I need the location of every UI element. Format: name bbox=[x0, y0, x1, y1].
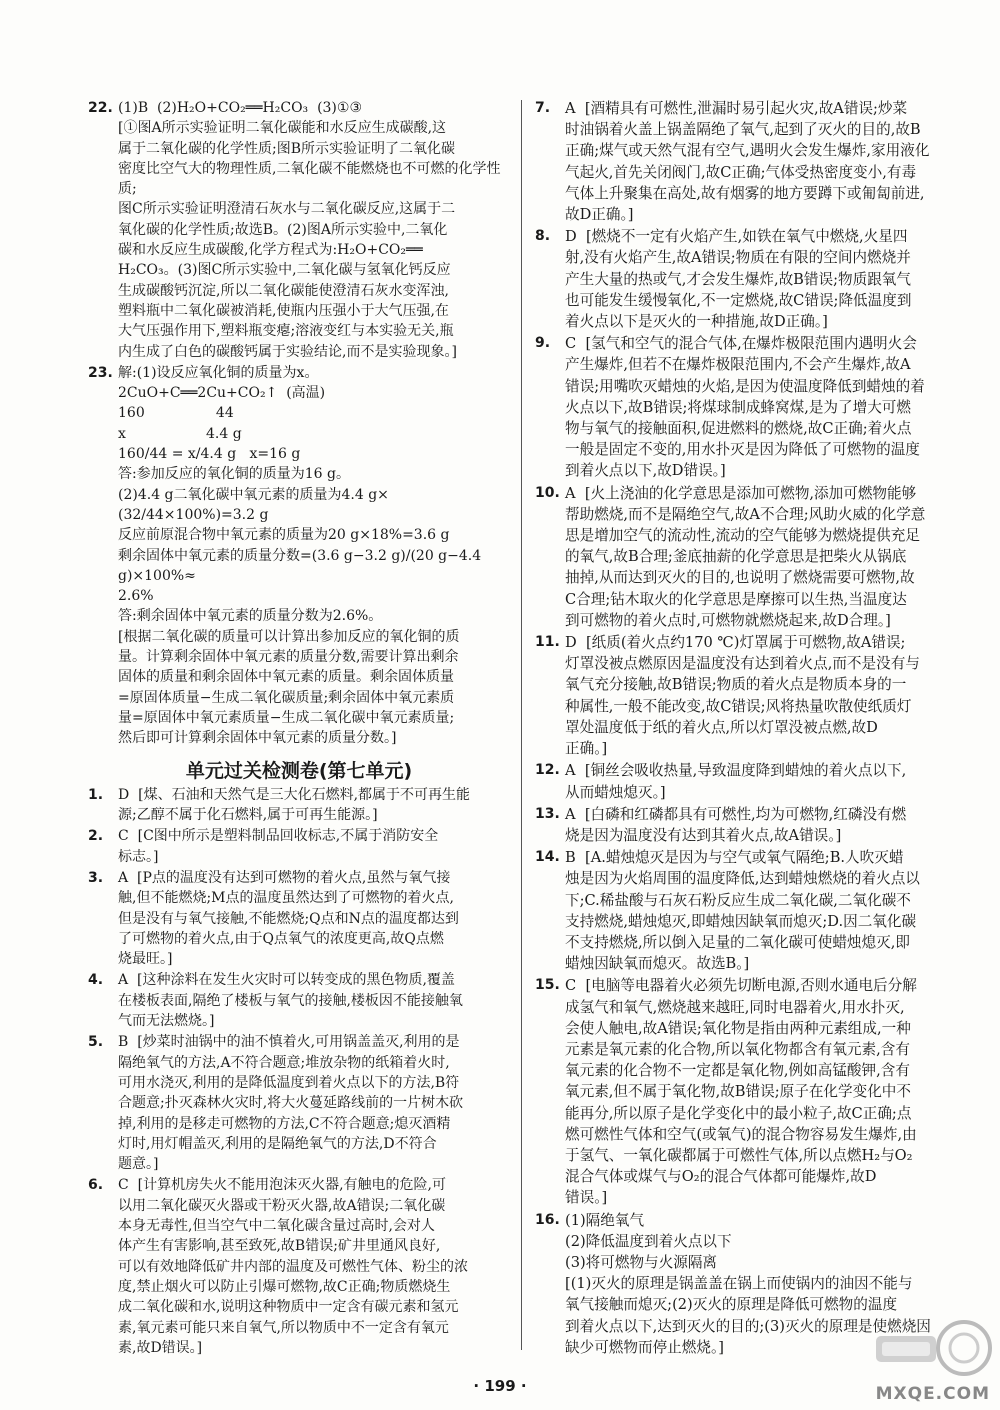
right-column bbox=[535, 98, 955, 1359]
answer-line: C合理;钻木取火的化学意思是摩擦可以生热,当温度达 bbox=[565, 590, 907, 608]
answer-line: 然后即可计算剩余固体中氧元素的质量分数。] bbox=[118, 730, 397, 747]
answer-line: 隔绝氧气的方法,A不符合题意;堆放杂物的纸箱着火时, bbox=[118, 1054, 450, 1071]
answer-line: 故D正确。] bbox=[565, 206, 634, 224]
answer-line: 气起火,首先关闭阀门,故C正确;气体受热密度变小,有毒 bbox=[565, 163, 917, 181]
answer-line: 会使人触电,故A错误;氧化物是指由两种元素组成,一种 bbox=[565, 1019, 911, 1037]
answer-line: 灯罩没被点燃原因是温度没有达到着火点,而不是没有与 bbox=[565, 655, 920, 673]
watermark-site: MXQE.COM bbox=[875, 1384, 990, 1404]
answer-item bbox=[535, 975, 955, 1208]
answer-line: 罩处温度低于纸的着火点,所以灯罩没被点燃,故D bbox=[565, 718, 878, 736]
answer-line: 下;C.稀盐酸与石灰石粉反应生成二氧化碳,二氧化碳不 bbox=[565, 891, 911, 909]
section-title: 单元过关检测卷(第七单元) bbox=[185, 759, 413, 782]
answer-line: 剩余固体中氧元素的质量分数=(3.6 g−3.2 g)/(20 g−4.4 g)×100%≈ bbox=[118, 547, 486, 584]
answer-item bbox=[88, 98, 510, 362]
answer-number: 3. bbox=[88, 869, 104, 886]
answer-line: 蜡烛因缺氧而熄灭。故选B。] bbox=[565, 955, 750, 973]
answer-line: A [白磷和红磷都具有可燃性,均为可燃物,红磷没有燃 bbox=[565, 805, 907, 823]
answer-line: 度,禁止烟火可以防止引爆可燃物,故C正确;物质燃烧生 bbox=[118, 1278, 451, 1295]
answer-line: 答:剩余固体中氧元素的质量分数为2.6%。 bbox=[118, 608, 383, 625]
answer-line: 量。计算剩余固体中氧元素的质量分数,需要计算出剩余 bbox=[118, 649, 459, 666]
answer-item bbox=[535, 98, 955, 225]
answer-line: 烧最旺。] bbox=[118, 951, 173, 968]
answer-line: 到着火点以下,故D错误。] bbox=[565, 462, 726, 480]
answer-line: B [A.蜡烛熄灭是因为与空气或氧气隔绝;B.人吹灭蜡 bbox=[565, 849, 904, 867]
answer-line: 2CuO+C══2Cu+CO₂↑ (高温) bbox=[118, 385, 326, 402]
answer-line: 燃可燃性气体和空气(或氧气)的混合物容易发生爆炸,由 bbox=[565, 1125, 917, 1143]
answer-line: C [电脑等电器着火必须先切断电源,否则水通电后分解 bbox=[565, 977, 917, 995]
answer-line: 大气压强作用下,塑料瓶变瘪;溶液变红与本实验无关,瓶 bbox=[118, 323, 454, 340]
answer-line: 可用水浇灭,利用的是降低温度到着火点以下的方法,B符 bbox=[118, 1074, 460, 1091]
answer-line: 错误;用嘴吹灭蜡烛的火焰,是因为使温度降低到蜡烛的着 bbox=[565, 377, 925, 395]
answer-line: 图C所示实验证明澄清石灰水与二氧化碳反应,这属于二 bbox=[118, 201, 456, 218]
answer-number: 10. bbox=[535, 484, 560, 501]
answer-line: [根据二氧化碳的质量可以计算出参加反应的氧化铜的质 bbox=[118, 628, 460, 645]
answer-line: D [煤、石油和天然气是三大化石燃料,都属于不可再生能 bbox=[118, 786, 471, 803]
answer-line: 种属性,一般不能改变,故C错误;风将热量吹散使纸质灯 bbox=[565, 697, 912, 715]
answer-line: 支持燃烧,蜡烛熄灭,即蜡烛因缺氧而熄灭;D.因二氧化碳 bbox=[565, 912, 917, 930]
answer-line: A [这种涂料在发生火灾时可以转变成的黑色物质,覆盖 bbox=[118, 972, 455, 989]
answer-number: 1. bbox=[88, 786, 104, 803]
answer-line: (3)将可燃物与火源隔离 bbox=[565, 1253, 718, 1271]
answer-line: 于氢气、一氧化碳都属于可燃性气体,所以点燃H₂与O₂ bbox=[565, 1146, 913, 1164]
answer-number: 23. bbox=[88, 364, 113, 381]
answer-line: 气体上升聚集在高处,故有烟雾的地方要蹲下或匍匐前进, bbox=[565, 184, 925, 202]
answer-item bbox=[88, 970, 510, 1031]
answer-line: 氧化碳的化学性质;故选B。(2)图A所示实验中,二氧化 bbox=[118, 221, 448, 238]
answer-line: [①图A所示实验证明二氧化碳能和水反应生成碳酸,这 bbox=[118, 120, 447, 137]
answer-item bbox=[535, 483, 955, 631]
answer-line: 氧气接触而熄灭;(2)灭火的原理是降低可燃物的温度 bbox=[565, 1296, 898, 1314]
answer-line: A [铜丝会吸收热量,导致温度降到蜡烛的着火点以下, bbox=[565, 762, 907, 780]
answer-line: 160 44 bbox=[118, 405, 234, 422]
answer-line: 2.6% bbox=[118, 588, 154, 605]
answer-number: 14. bbox=[535, 849, 560, 866]
answer-line: 成氢气和氧气,燃烧越来越旺,同时电器着火,用水扑灭, bbox=[565, 998, 905, 1016]
answer-line: (32/44×100%)=3.2 g bbox=[118, 506, 269, 523]
answer-number: 6. bbox=[88, 1177, 104, 1194]
answer-number: 2. bbox=[88, 828, 104, 845]
answer-line: 塑料瓶中二氧化碳被消耗,使瓶内压强小于大气压强,在 bbox=[118, 302, 449, 319]
left-column bbox=[88, 98, 510, 1359]
answer-number: 4. bbox=[88, 972, 104, 989]
answer-item bbox=[535, 847, 955, 974]
answer-line: 氧元素,但不属于氧化物,故B错误;原子在化学变化中不 bbox=[565, 1083, 911, 1101]
answer-line: 成二氧化碳和水,说明这种物质中一定含有碳元素和氢元 bbox=[118, 1299, 459, 1316]
answer-line: 火点以下,故B错误;将煤球制成蜂窝煤,是为了增大可燃 bbox=[565, 398, 911, 416]
answer-number: 7. bbox=[535, 100, 551, 116]
answer-line: 160/44 = x/4.4 g x=16 g bbox=[118, 446, 301, 463]
answer-line: 掉,利用的是移走可燃物的方法,C不符合题意;熄灭酒精 bbox=[118, 1115, 451, 1132]
answer-line: 反应前原混合物中氧元素的质量为20 g×18%=3.6 g bbox=[118, 527, 450, 544]
answer-line: H₂CO₃。(3)图C所示实验中,二氧化碳与氢氧化钙反应 bbox=[118, 262, 451, 279]
answer-line: 解:(1)设反应氧化铜的质量为x。 bbox=[118, 364, 319, 381]
answer-number: 16. bbox=[535, 1211, 560, 1228]
answer-line: 以用二氧化碳灭火器或干粉灭火器,故A错误;二氧化碳 bbox=[118, 1197, 446, 1214]
answer-line: 题意。] bbox=[118, 1156, 159, 1173]
answer-line: 在楼板表面,隔绝了楼板与氧气的接触,楼板因不能接触氧 bbox=[118, 992, 463, 1009]
answer-line: 合题意;扑灭森林火灾时,将大火蔓延路线前的一片树木砍 bbox=[118, 1095, 464, 1112]
answer-line: C [计算机房失火不能用泡沫灭火器,有触电的危险,可 bbox=[118, 1177, 446, 1194]
answer-line: 的氧气,故B合理;釜底抽薪的化学意思是把柴火从锅底 bbox=[565, 548, 907, 566]
answer-line: x 4.4 g bbox=[118, 425, 242, 442]
answer-line: 碳和水反应生成碳酸,化学方程式为:H₂O+CO₂══ bbox=[118, 242, 423, 259]
answer-item bbox=[535, 804, 955, 846]
answer-line: 从而蜡烛熄灭。] bbox=[565, 783, 666, 801]
column-divider bbox=[521, 100, 522, 1350]
answer-line: 产生大量的热或气,才会发生爆炸,故B错误;物质跟氧气 bbox=[565, 270, 911, 288]
answer-item bbox=[88, 1032, 510, 1174]
answer-line: 不支持燃烧,所以倒入足量的二氧化碳可使蜡烛熄灭,即 bbox=[565, 933, 910, 951]
answer-line: [(1)灭火的原理是锅盖盖在锅上而使锅内的油因不能与 bbox=[565, 1275, 913, 1293]
answer-line: 触,但不能燃烧;M点的温度虽然达到了可燃物的着火点, bbox=[118, 890, 454, 907]
answer-line: 素,氧元素可能只来自氧气,所以物质中不一定含有氧元 bbox=[118, 1319, 449, 1336]
answer-line: D [燃烧不一定有火焰产生,如铁在氧气中燃烧,火星四 bbox=[565, 228, 908, 246]
answer-number: 11. bbox=[535, 634, 560, 651]
answer-line: A [火上浇油的化学意思是添加可燃物,添加可燃物能够 bbox=[565, 484, 917, 502]
answer-line: 属于二氧化碳的化学性质;图B所示实验证明了二氧化碳 bbox=[118, 140, 456, 157]
answer-line: 元素是氧元素的化合物,所以氧化物都含有氧元素,含有 bbox=[565, 1040, 910, 1058]
answer-line: 氧元素的化合物不一定都是氧化物,例如高锰酸钾,含有 bbox=[565, 1062, 910, 1080]
answer-item bbox=[88, 868, 510, 969]
answer-line: C [氢气和空气的混合气体,在爆炸极限范围内遇明火会 bbox=[565, 335, 917, 353]
answer-line: 思是增加空气的流动性,流动的空气能够为燃烧提供充足 bbox=[565, 527, 920, 545]
answer-number: 22. bbox=[88, 100, 113, 116]
answer-item bbox=[535, 333, 955, 481]
answer-line: 到着火点以下,达到灭火的目的;(3)灭火的原理是使燃烧因 bbox=[565, 1317, 931, 1335]
answer-item bbox=[535, 632, 955, 759]
answer-line: 可以有效地降低矿井内部的温度及可燃性气体、粉尘的浓 bbox=[118, 1258, 468, 1275]
answer-line: 抽掉,从而达到灭火的目的,也说明了燃烧需要可燃物,故 bbox=[565, 569, 915, 587]
answer-line: 内生成了白色的碳酸钙属于实验结论,而不是实验现象。] bbox=[118, 343, 457, 360]
answer-line: 也可能发生缓慢氧化,不一定燃烧,故C错误;降低温度到 bbox=[565, 291, 912, 309]
answer-line: 标志。] bbox=[118, 848, 159, 865]
page-number: · 199 · bbox=[473, 1377, 527, 1395]
answer-line: A [P点的温度没有达到可燃物的着火点,虽然与氧气接 bbox=[118, 869, 451, 886]
answer-number: 9. bbox=[535, 335, 551, 352]
answer-line: 烧是因为温度没有达到其着火点,故A错误。] bbox=[565, 826, 842, 844]
answer-number: 8. bbox=[535, 228, 551, 245]
answer-item bbox=[88, 826, 510, 867]
answer-item bbox=[535, 760, 955, 802]
answer-line: C [C图中所示是塑料制品回收标志,不属于消防安全 bbox=[118, 828, 439, 845]
answer-line: 烛是因为火焰周围的温度降低,达到蜡烛燃烧的着火点以 bbox=[565, 870, 920, 888]
answer-item bbox=[535, 226, 955, 332]
answer-line: 量=原固体中氧元素质量−生成二氧化碳中氧元素质量; bbox=[118, 709, 455, 726]
answer-line: 错误。] bbox=[565, 1189, 608, 1207]
answer-line: 产生爆炸,但若不在爆炸极限范围内,不会产生爆炸,故A bbox=[565, 356, 911, 374]
answer-number: 15. bbox=[535, 977, 560, 994]
answer-line: 帮助燃烧,而不是隔绝空气,故A不合理;风助火威的化学意 bbox=[565, 505, 926, 523]
answer-line: (2)降低温度到着火点以下 bbox=[565, 1232, 732, 1250]
answer-line: 氧气充分接触,故B错误;物质的着火点是物质本身的一 bbox=[565, 676, 907, 694]
answer-line: 能再分,所以原子是化学变化中的最小粒子,故C正确;点 bbox=[565, 1104, 912, 1122]
answer-line: (2)4.4 g二氧化碳中氧元素的质量为4.4 g× bbox=[118, 486, 389, 503]
answer-line: 但是没有与氧气接触,不能燃烧;Q点和N点的温度都达到 bbox=[118, 910, 459, 927]
answer-line: 一般是固定不变的,用水扑灭是因为降低了可燃物的温度 bbox=[565, 441, 920, 459]
answer-line: 答:参加反应的氧化铜的质量为16 g。 bbox=[118, 466, 350, 483]
answer-line: A [酒精具有可燃性,泄漏时易引起火灾,故A错误;炒菜 bbox=[565, 100, 908, 117]
answer-line: 混合气体或煤气与O₂的混合气体都可能爆炸,故D bbox=[565, 1168, 877, 1186]
answer-line: B [炒菜时油锅中的油不慎着火,可用锅盖盖灭,利用的是 bbox=[118, 1034, 460, 1051]
answer-line: 密度比空气大的物理性质,二氧化碳不能燃烧也不可燃的化学性质; bbox=[118, 160, 501, 198]
answer-line: 正确。] bbox=[565, 740, 608, 758]
answer-item bbox=[88, 363, 510, 749]
answer-line: 射,没有火焰产生,故A错误;物质在有限的空间内燃烧并 bbox=[565, 249, 911, 267]
answer-line: =原固体质量−生成二氧化碳质量;剩余固体中氧元素质 bbox=[118, 689, 455, 706]
answer-line: 体产生有害影响,甚至致死,故B错误;矿井里通风良好, bbox=[118, 1238, 441, 1255]
answer-line: 着火点以下是灭火的一种措施,故D正确。] bbox=[565, 313, 828, 331]
answer-item bbox=[88, 1175, 510, 1358]
answer-line: 正确;煤气或天然气混有空气,遇明火会发生爆炸,家用液化 bbox=[565, 142, 930, 160]
answer-line: 缺少可燃物而停止燃烧。] bbox=[565, 1338, 724, 1356]
answer-number: 5. bbox=[88, 1034, 104, 1051]
answer-line: D [纸质(着火点约170 ℃)灯罩属于可燃物,故A错误; bbox=[565, 634, 906, 652]
answer-item bbox=[88, 785, 510, 826]
answer-line: 了可燃物的着火点,由于Q点氧气的浓度更高,故Q点燃 bbox=[118, 930, 444, 947]
answer-line: (1)B (2)H₂O+CO₂══H₂CO₃ (3)①③ bbox=[118, 100, 362, 116]
answer-line: (1)隔绝氧气 bbox=[565, 1211, 645, 1229]
answer-line: 素,故D错误。] bbox=[118, 1339, 203, 1356]
answer-line: 到可燃物的着火点时,可燃物就燃烧起来,故D合理。] bbox=[565, 611, 891, 629]
answer-number: 12. bbox=[535, 762, 560, 779]
answer-line: 气而无法燃烧。] bbox=[118, 1013, 215, 1030]
answer-line: 生成碳酸钙沉淀,所以二氧化碳能使澄清石灰水变浑浊, bbox=[118, 282, 449, 299]
answer-line: 时油锅着火盖上锅盖隔绝了氧气,起到了灭火的目的,故B bbox=[565, 121, 921, 139]
answer-line: 灯时,用灯帽盖灭,利用的是隔绝氧气的方法,D不符合 bbox=[118, 1135, 437, 1152]
answer-line: 源;乙醇不属于化石燃料,属于可再生能源。] bbox=[118, 807, 378, 824]
answer-number: 13. bbox=[535, 805, 560, 822]
answer-line: 固体的质量和剩余固体中氧元素的质量。剩余固体质量 bbox=[118, 669, 454, 686]
answer-line: 物与氧气的接触面积,促进燃料的燃烧,故C正确;着火点 bbox=[565, 420, 912, 438]
answer-line: 本身无毒性,但当空气中二氧化碳含量过高时,会对人 bbox=[118, 1218, 435, 1235]
